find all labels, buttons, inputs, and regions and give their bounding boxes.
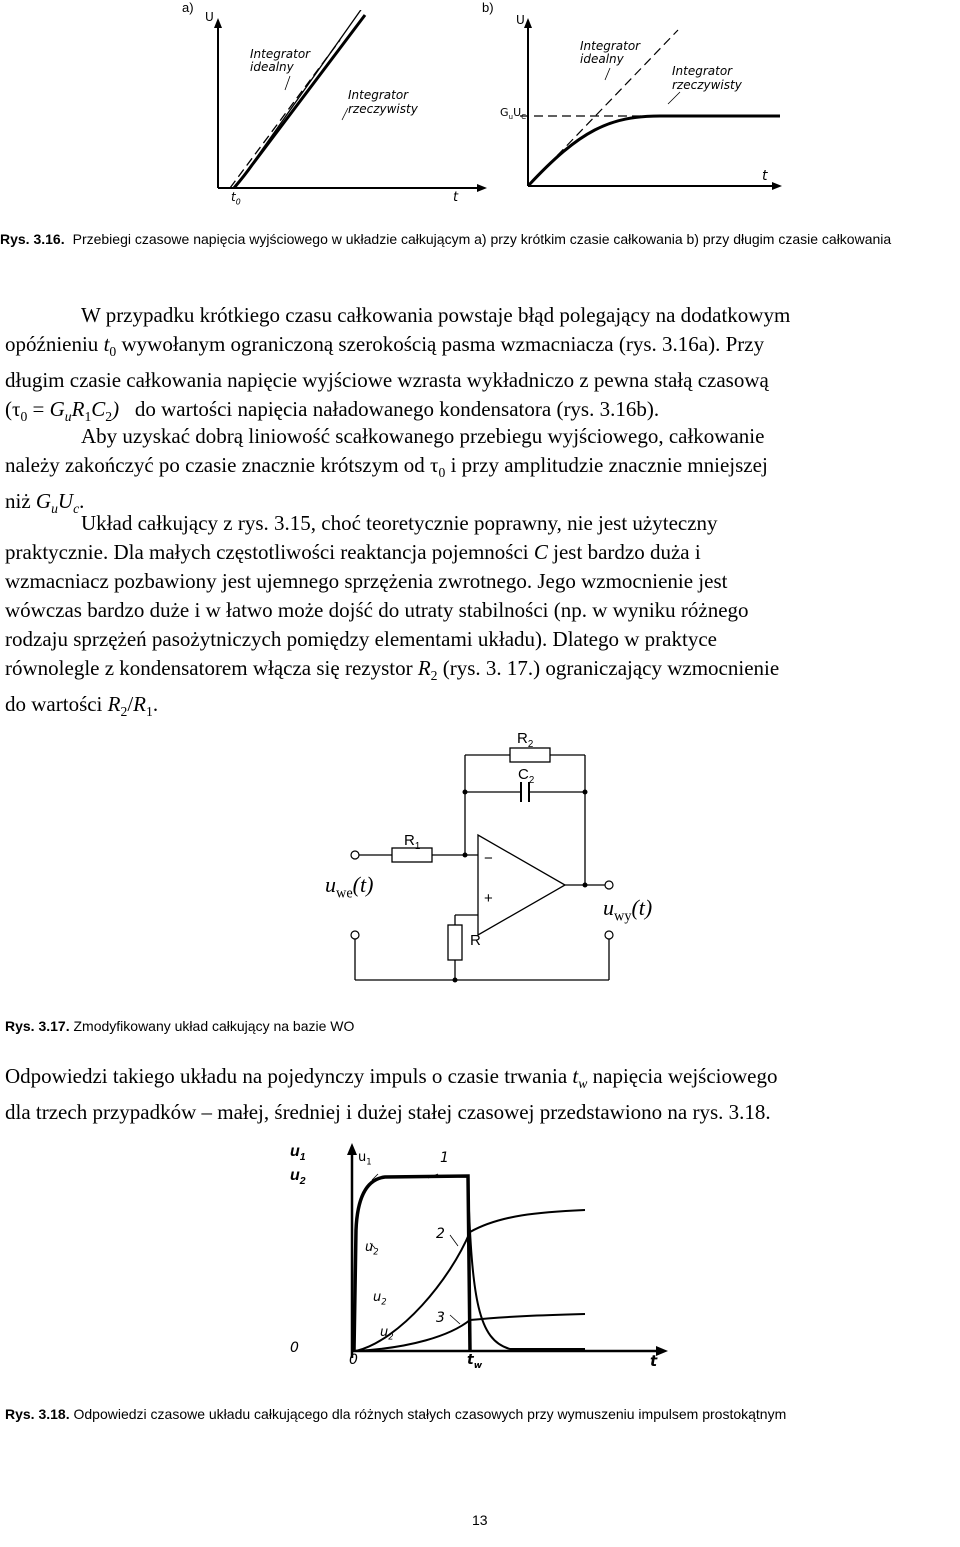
- paragraph-3: Układ całkujący z rys. 3.15, choć teoretycznie poprawny, nie jest użyteczny praktycznie. Dla małych częstotliwości reaktancja pojemności C jest bardzo duża i wzmacniacz pozbawiony jest ujemnego sprzężenia zwrotnego. Jego wzmocnienie jest wówczas bardzo duże i w łatwo może dojść do utraty stabilności (np. w wyniku różnego rodzaju sprzężeń pasożytniczych pomiędzy elementami układu). Dlatego w praktyce równolegle z kondensatorem włącza się rezystor $R_2$ (rys. 3. 17.) ograniczający wzmocnienie do wartości $R_2/R_1$.: [5, 511, 780, 720]
- fig316-caption: [0, 225, 960, 253]
- graph-b-x-arrow: [772, 182, 782, 190]
- graph-b-leader-real: [668, 92, 680, 104]
- graph-b-real-curve: [528, 116, 780, 186]
- node-ground: [453, 978, 458, 983]
- fig316-label-a: a): [182, 0, 194, 15]
- graph-b-y-arrow: [524, 18, 532, 28]
- graph-b-x-label: t: [762, 168, 768, 184]
- graph-a-y-arrow: [214, 18, 222, 28]
- curve-1-decay: [468, 1185, 585, 1349]
- fig318-zero-y: 0: [290, 1340, 299, 1356]
- label-plus: +: [484, 890, 493, 907]
- curve-u2-label-c: $u_2$: [380, 1325, 394, 1342]
- curve-u2-label-b: $u_2$: [373, 1290, 387, 1307]
- page-number: 13: [472, 1512, 488, 1528]
- fig316-caption-num: Rys. 3.16.: [0, 231, 65, 247]
- resistor-r: [448, 925, 462, 960]
- graph-a-leader-ideal: [285, 76, 290, 90]
- label-minus: −: [484, 850, 493, 867]
- fig317-caption-num: Rys. 3.17.: [5, 1018, 70, 1034]
- label-r2: $R_2$: [517, 730, 534, 750]
- graph-b: [520, 18, 782, 190]
- graph-a-x-label: t: [453, 190, 459, 205]
- fig318-zero-x: 0: [349, 1352, 358, 1368]
- fig318-caption-text: Odpowiedzi czasowe układu całkującego dla różnych stałych czasowych przy wymuszeniu impulsem prostokątnym: [73, 1406, 787, 1422]
- fig318-caption: [5, 1400, 786, 1428]
- graph-b-gu-uc-label: $G_uU_C$: [500, 106, 527, 122]
- fig316-label-b: b): [482, 0, 494, 15]
- leader-3: [450, 1315, 460, 1324]
- leader-2: [450, 1235, 458, 1246]
- graph-a-ideal-label: Integrator idealny: [250, 47, 311, 74]
- graph-b-leader-ideal: [605, 68, 610, 80]
- label-r1: $R_1$: [404, 832, 421, 852]
- label-uwy: $u_{wy}(t)$: [603, 895, 653, 925]
- graph-b-y-label: U: [516, 13, 525, 27]
- curve-u2-label-a: $u_2$: [365, 1240, 379, 1257]
- fig317-caption: [5, 1012, 354, 1040]
- graph-a-y-label: U: [205, 10, 214, 24]
- paragraph-4: Odpowiedzi takiego układu na pojedynczy impuls o czasie trwania $t_w$ napięcia wejściowego dla trzech przypadków – małej, średniej i dużej stałej czasowej przedstawiono na rys. 3.18.: [5, 1064, 778, 1125]
- fig316-caption-text: Przebiegi czasowe napięcia wyjściowego w układzie całkującym a) przy krótkim czasie całkowania b) przy długim czasie całkowania: [72, 231, 892, 247]
- fig317-caption-text: Zmodyfikowany układ całkujący na bazie WO: [73, 1018, 355, 1034]
- curve-u1-label: $u_1$: [358, 1150, 372, 1167]
- graph-b-real-label: Integrator rzeczywisty: [672, 64, 742, 92]
- curve-2-label: 2: [436, 1226, 445, 1242]
- input-ground-terminal: [351, 931, 359, 939]
- fig318-x-arrow: [656, 1346, 668, 1356]
- output-ground-terminal: [605, 931, 613, 939]
- fig318-tw-label: $t_w$: [467, 1352, 483, 1371]
- fig318-t-label: t: [650, 1352, 658, 1370]
- input-terminal: [351, 851, 359, 859]
- graph-a-t0-label: $t_0$: [231, 190, 241, 207]
- curve-1-label: 1: [440, 1150, 449, 1166]
- resistor-r2: [510, 748, 550, 762]
- fig318-y-arrow: [347, 1143, 357, 1155]
- label-uwe: $u_{we}(t)$: [325, 872, 374, 902]
- fig317-circuit: [330, 720, 660, 1010]
- fig318-y-label: $u_1$ $u_2$: [290, 1143, 306, 1188]
- label-r: R: [470, 932, 481, 949]
- label-c2: $C_2$: [518, 766, 535, 786]
- fig316-graphs: [190, 10, 790, 210]
- graph-a-x-arrow: [477, 184, 487, 192]
- paragraph-2: Aby uzyskać dobrą liniowość scałkowanego przebiegu wyjściowego, całkowanie należy zakończyć po czasie znacznie krótszym od $\tau_0$ i przy amplitudzie znacznie mniejszej niż $G_uU_c$.: [5, 424, 768, 517]
- curve-3-label: 3: [436, 1310, 445, 1326]
- paragraph-1: W przypadku krótkiego czasu całkowania powstaje błąd polegający na dodatkowym opóźnieniu $t_0$ wywołanym ograniczoną szerokością pasma wzmacniacza (rys. 3.16a). Przy długim czasie całkowania napięcie wyjściowe wzrasta wykładniczo z pewna stałą czasową $(\tau_0 = G_uR_1C_2)$ do wartości napięcia naładowanego kondensatora (rys. 3.16b).: [5, 303, 791, 425]
- output-terminal: [605, 881, 613, 889]
- graph-a-real-label: Integrator rzeczywisty: [348, 88, 418, 116]
- fig318-graph: [300, 1140, 680, 1380]
- graph-b-ideal-label: Integrator idealny: [580, 39, 641, 66]
- fig318-caption-num: Rys. 3.18.: [5, 1406, 70, 1422]
- pulse-u1: [354, 1176, 470, 1351]
